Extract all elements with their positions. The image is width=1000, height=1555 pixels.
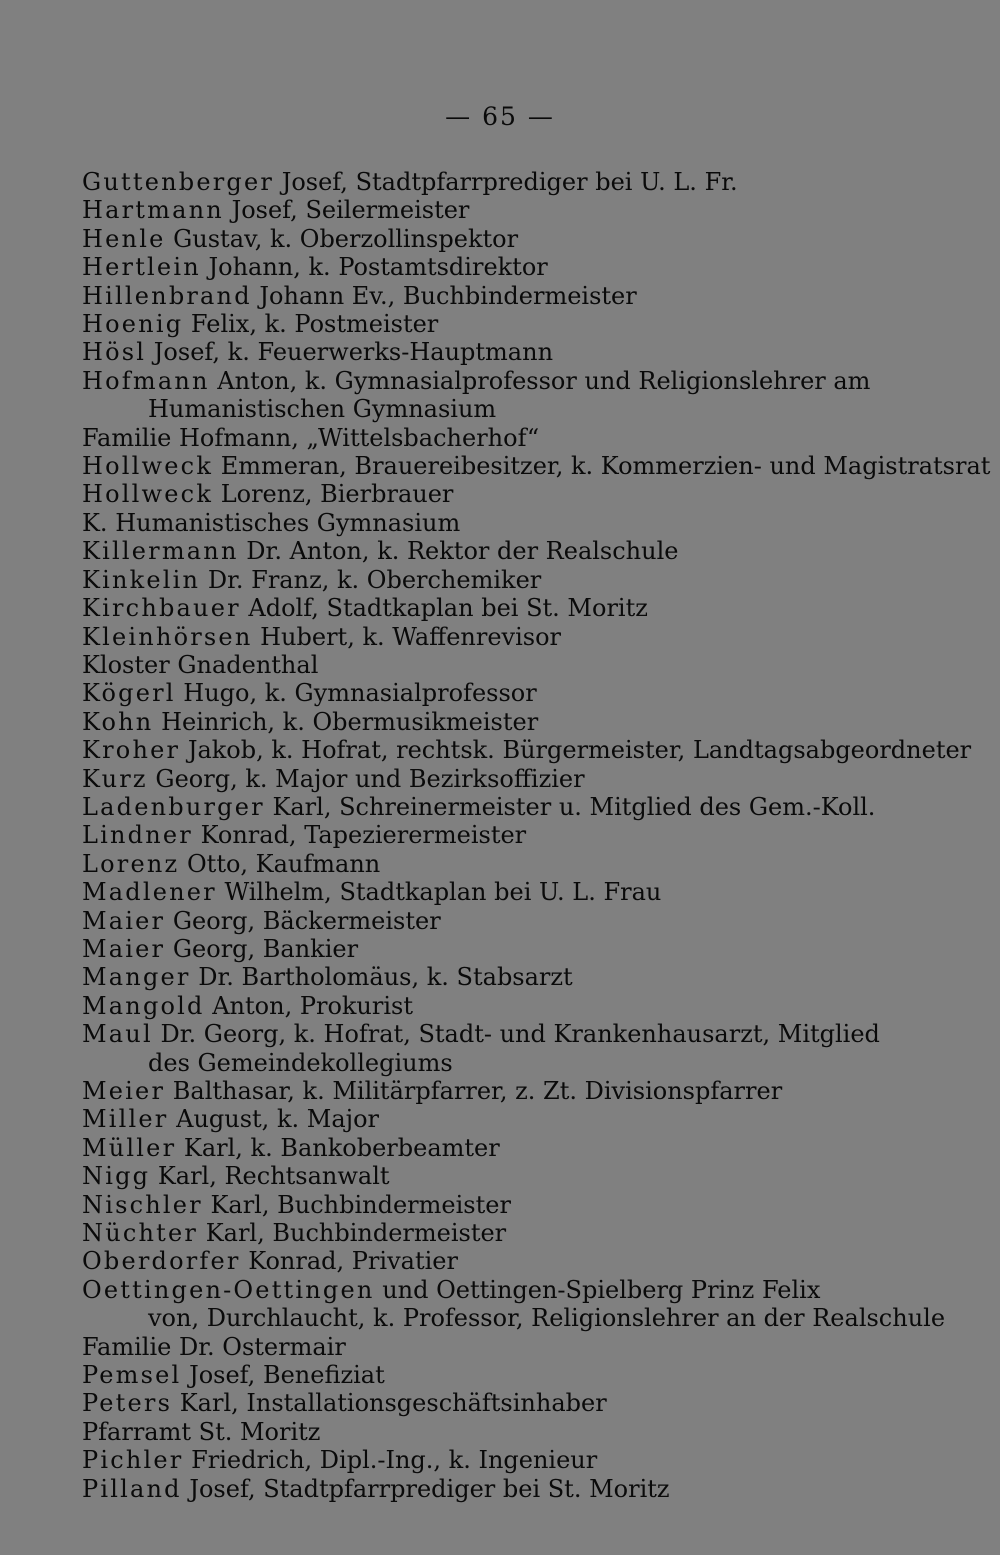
directory-entry xyxy=(82,168,912,196)
entry-details: Karl, Installationsgeschäftsinhaber xyxy=(172,1389,607,1418)
entry-surname: Pichler xyxy=(82,1446,184,1475)
entry-details: von, Durchlaucht, k. Professor, Religionslehrer an der Realschule xyxy=(148,1304,946,1333)
directory-entry xyxy=(82,708,912,736)
entry-details: Josef, k. Feuerwerks-Hauptmann xyxy=(146,338,554,367)
entry-details: Karl, k. Bankoberbeamter xyxy=(176,1133,500,1162)
directory-entry xyxy=(82,907,912,935)
directory-entry xyxy=(82,594,912,622)
entry-surname: Mangold xyxy=(82,991,205,1020)
entry-details: Humanistischen Gymnasium xyxy=(148,395,497,424)
entry-surname: Kohn xyxy=(82,707,154,736)
entry-surname: Lorenz xyxy=(82,849,180,878)
entry-details: Gustav, k. Oberzollinspektor xyxy=(165,224,519,253)
entry-surname: Hofmann xyxy=(82,366,210,395)
directory-entry xyxy=(82,821,912,849)
entry-surname: Maul xyxy=(82,1020,153,1049)
entry-details: Familie Hofmann, „Wittelsbacherhof“ xyxy=(82,423,540,452)
entry-details: Hugo, k. Gymnasialprofessor xyxy=(175,679,537,708)
entry-surname: Peters xyxy=(82,1389,173,1418)
entry-surname: Kögerl xyxy=(82,679,176,708)
entry-surname: Kurz xyxy=(82,764,148,793)
entry-details: Kloster Gnadenthal xyxy=(82,650,319,679)
directory-entry xyxy=(82,1219,912,1247)
entry-details: Dr. Anton, k. Rektor der Realschule xyxy=(238,537,679,566)
directory-entry xyxy=(82,793,912,821)
entry-surname: Hartmann xyxy=(82,196,224,225)
directory-entry xyxy=(82,367,912,395)
entry-details: August, k. Major xyxy=(168,1105,379,1134)
entry-surname: Killermann xyxy=(82,537,239,566)
entry-surname: Madlener xyxy=(82,878,217,907)
entry-surname: Kirchbauer xyxy=(82,594,241,623)
directory-entry xyxy=(82,1077,912,1105)
directory-entry xyxy=(82,225,912,253)
entry-details: Johann Ev., Buchbindermeister xyxy=(251,281,637,310)
directory-entry xyxy=(82,1020,912,1048)
entry-details: Karl, Schreinermeister u. Mitglied des Gem.-Koll. xyxy=(264,792,876,821)
entry-details: Lorenz, Bierbrauer xyxy=(213,480,454,509)
entry-surname: Nigg xyxy=(82,1162,151,1191)
directory-entry xyxy=(82,1446,912,1474)
directory-entry xyxy=(82,537,912,565)
entry-details: Otto, Kaufmann xyxy=(179,849,381,878)
entry-details: Dr. Franz, k. Oberchemiker xyxy=(200,565,542,594)
directory-entry xyxy=(82,338,912,366)
entry-details: Wilhelm, Stadtkaplan bei U. L. Frau xyxy=(216,878,662,907)
entry-details: und Oettingen-Spielberg Prinz Felix xyxy=(374,1275,821,1304)
directory-entry xyxy=(82,253,912,281)
entry-surname: Meier xyxy=(82,1077,166,1105)
entry-surname: Müller xyxy=(82,1133,177,1162)
entry-details: Emmeran, Brauereibesitzer, k. Kommerzien- und Magistratsrat xyxy=(213,452,991,481)
entry-details: Georg, Bäckermeister xyxy=(165,906,441,935)
directory-entry xyxy=(82,1162,912,1190)
directory-entry xyxy=(82,992,912,1020)
entry-details: Dr. Georg, k. Hofrat, Stadt- und Krankenhausarzt, Mitglied xyxy=(152,1020,880,1049)
directory-entry xyxy=(82,878,912,906)
directory-entry xyxy=(82,651,912,679)
directory-entry xyxy=(82,623,912,651)
directory-entry xyxy=(82,196,912,224)
entry-details: Josef, Benefiziat xyxy=(181,1361,385,1390)
directory-entry xyxy=(82,424,912,452)
page-number: — 65 — xyxy=(445,102,555,131)
entry-details: Konrad, Tapezierermeister xyxy=(192,821,527,850)
entry-surname: Maier xyxy=(82,934,166,963)
entry-details: Johann, k. Postamtsdirektor xyxy=(200,253,548,282)
entry-details: Pfarramt St. Moritz xyxy=(82,1417,321,1446)
entry-surname: Hösl xyxy=(82,338,147,367)
entry-surname: Hertlein xyxy=(82,253,201,282)
directory-entry xyxy=(82,509,912,537)
entry-details: K. Humanistisches Gymnasium xyxy=(82,508,461,537)
entry-surname: Henle xyxy=(82,224,166,253)
entry-surname: Hillenbrand xyxy=(82,281,252,310)
entry-details: Friedrich, Dipl.-Ing., k. Ingenieur xyxy=(183,1446,598,1475)
directory-entry xyxy=(82,736,972,765)
directory-entry xyxy=(82,850,912,878)
entry-details: Dr. Bartholomäus, k. Stabsarzt xyxy=(190,963,573,992)
directory-entry xyxy=(82,935,912,963)
entry-surname: Kinkelin xyxy=(82,565,201,594)
directory-entry xyxy=(82,1105,912,1133)
entry-surname: Hollweck xyxy=(82,480,214,509)
entry-details: Josef, Stadtpfarrprediger bei St. Moritz xyxy=(181,1474,670,1503)
entry-surname: Hollweck xyxy=(82,452,214,481)
directory-entry xyxy=(82,282,912,310)
entry-details: Josef, Stadtpfarrprediger bei U. L. Fr. xyxy=(274,168,738,196)
entry-details: Josef, Seilermeister xyxy=(223,196,470,225)
directory-entry xyxy=(82,310,912,338)
entry-details: Jakob, k. Hofrat, rechtsk. Bürgermeister, Landtagsabgeordneter xyxy=(180,736,972,765)
entry-surname: Oettingen-Oettingen xyxy=(82,1275,375,1304)
entry-continuation-line xyxy=(82,1049,912,1077)
entry-surname: Maier xyxy=(82,906,166,935)
directory-entry xyxy=(82,566,912,594)
directory-entry xyxy=(82,452,991,481)
entry-surname: Kleinhörsen xyxy=(82,622,253,651)
entry-details: Familie Dr. Ostermair xyxy=(82,1332,346,1361)
entry-surname: Oberdorfer xyxy=(82,1247,241,1276)
entry-details: Konrad, Privatier xyxy=(240,1247,458,1276)
entry-details: Karl, Buchbindermeister xyxy=(202,1190,511,1219)
directory-entry xyxy=(82,1134,912,1162)
directory-entry xyxy=(82,679,912,707)
entry-surname: Lindner xyxy=(82,821,193,850)
directory-entry xyxy=(82,1191,912,1219)
entry-details: Karl, Rechtsanwalt xyxy=(150,1162,390,1191)
entry-surname: Pilland xyxy=(82,1474,182,1503)
entry-details: Anton, k. Gymnasialprofessor und Religionslehrer am xyxy=(209,366,871,395)
entry-surname: Kroher xyxy=(82,736,181,765)
entry-surname: Pemsel xyxy=(82,1361,182,1390)
directory-entry xyxy=(82,1389,912,1417)
entry-details: Balthasar, k. Militärpfarrer, z. Zt. Divisionspfarrer xyxy=(165,1077,783,1105)
directory-entry xyxy=(82,1361,912,1389)
entry-surname: Nischler xyxy=(82,1190,203,1219)
entry-surname: Miller xyxy=(82,1105,169,1134)
entry-details: Heinrich, k. Obermusikmeister xyxy=(153,707,539,736)
directory-entry xyxy=(82,1475,912,1503)
entry-surname: Guttenberger xyxy=(82,168,275,196)
directory-entry xyxy=(82,1247,912,1275)
directory-list xyxy=(82,168,991,1503)
directory-entry xyxy=(82,1418,912,1446)
entry-details: Adolf, Stadtkaplan bei St. Moritz xyxy=(240,594,648,623)
entry-details: Felix, k. Postmeister xyxy=(183,310,439,339)
entry-surname: Hoenig xyxy=(82,310,184,339)
entry-surname: Nüchter xyxy=(82,1219,199,1248)
entry-details: Hubert, k. Waffenrevisor xyxy=(252,622,562,651)
entry-details: Anton, Prokurist xyxy=(204,991,413,1020)
directory-entry xyxy=(82,963,912,991)
entry-continuation-line xyxy=(82,1304,946,1333)
entry-surname: Ladenburger xyxy=(82,792,265,821)
entry-details: Georg, k. Major und Bezirksoffizier xyxy=(147,764,585,793)
directory-entry xyxy=(82,765,912,793)
directory-entry xyxy=(82,1276,912,1304)
directory-entry xyxy=(82,480,912,508)
entry-details: Karl, Buchbindermeister xyxy=(198,1219,507,1248)
entry-surname: Manger xyxy=(82,963,191,992)
directory-entry xyxy=(82,1333,912,1361)
entry-details: Georg, Bankier xyxy=(165,934,359,963)
entry-continuation-line xyxy=(82,395,912,423)
entry-details: des Gemeindekollegiums xyxy=(148,1048,453,1077)
